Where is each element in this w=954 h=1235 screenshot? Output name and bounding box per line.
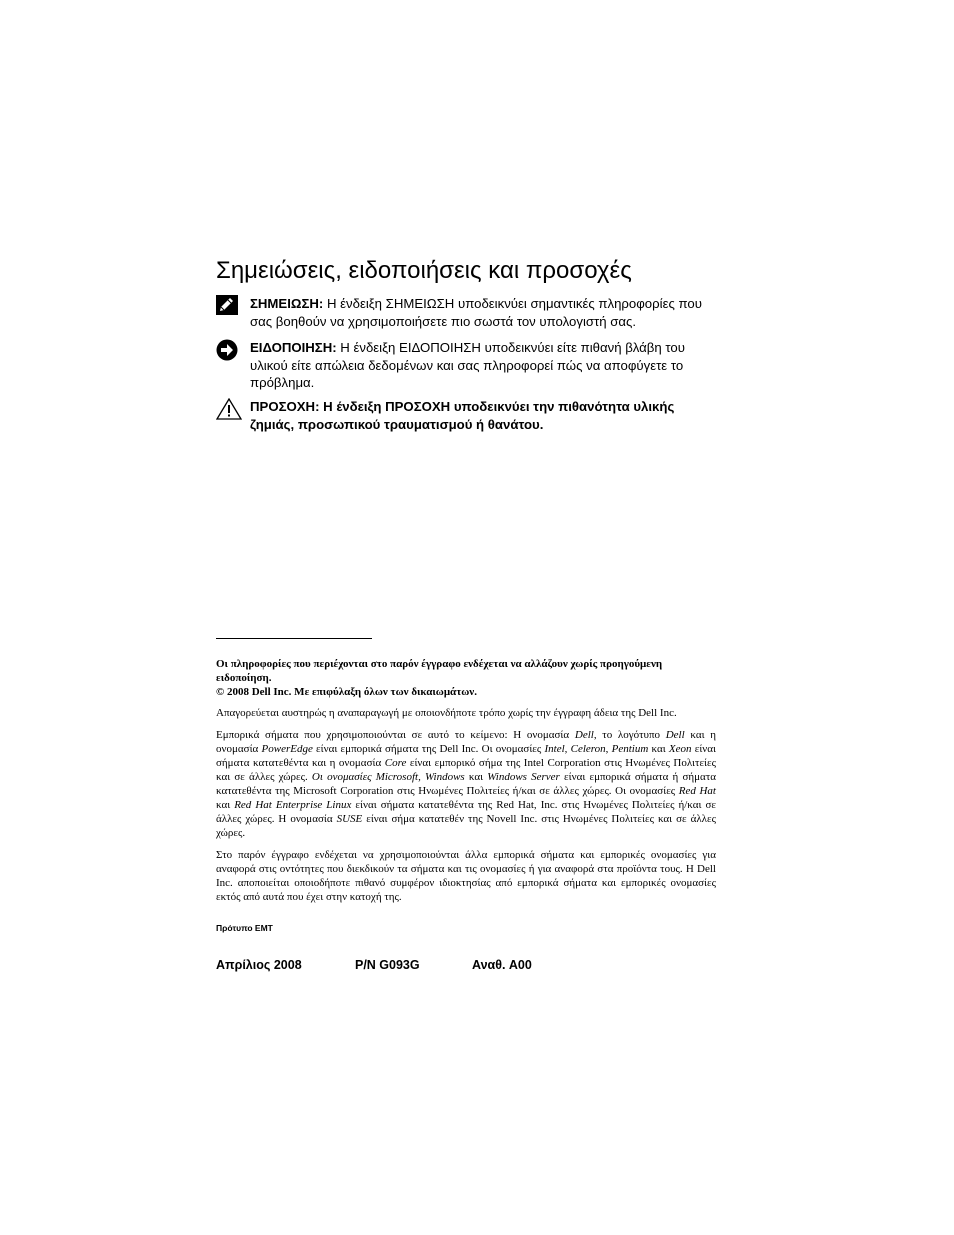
trademark-pentium: Pentium: [611, 743, 649, 755]
reproduction-notice: [216, 706, 716, 720]
trademark-red-hat: Red Hat: [678, 785, 716, 797]
footnote-divider: [216, 638, 372, 639]
trademark-dell-logo: Dell: [665, 729, 685, 741]
trademark-dell: Dell: [574, 729, 594, 741]
caution-body: Η ένδειξη ΠΡΟΣΟΧΗ υποδεικνύει την πιθανότητα υλικής ζημιάς, προσωπικού τραυματισμού ή θανάτου.: [250, 399, 675, 432]
page-title: Σημειώσεις, ειδοποιήσεις και προσοχές: [216, 257, 632, 284]
notice-body: Η ένδειξη ΕΙΔΟΠΟΙΗΣΗ υποδεικνύει είτε πιθανή βλάβη του υλικού είτε απώλεια δεδομένων και σας πληροφορεί πώς να αποφύγετε το πρόβλημα.: [250, 340, 685, 390]
reproduction-text: Απαγορεύεται αυστηρώς η αναπαραγωγή με οποιονδήποτε τρόπο χωρίς την έγγραφη άδεια της Dell Inc.: [216, 707, 677, 719]
trademark-microsoft-windows: Οι ονομασίες Microsoft, Windows: [311, 771, 465, 783]
notice-text: [250, 339, 720, 392]
trademarks-paragraph: [216, 728, 716, 840]
copyright-line: © 2008 Dell Inc. Με επιφύλαξη όλων των δικαιωμάτων.: [216, 686, 477, 698]
note-body: Η ένδειξη ΣΗΜΕΙΩΣΗ υποδεικνύει σημαντικές πληροφορίες που σας βοηθούν να χρησιμοποιήσετε πιο σωστά τον υπολογιστή σας.: [250, 296, 702, 329]
trademark-windows-server: Windows Server: [487, 771, 560, 783]
other-trademarks-text: Στο παρόν έγγραφο ενδέχεται να χρησιμοποιούνται άλλα εμπορικά σήματα και εμπορικές ονομασίες για αναφορά στις οντότητες που διεκδικούν τα σήματα και τις ονομασίες ή για αναφορά στα προϊόντα τους. Η Dell Inc. αποποιείται οποιοδήποτε πιθανό συμφέρον ιδιοκτησίας από εμπορικά σήματα και εμπορικές ονομασίες εκτός από αυτά που έχει στην κατοχή της.: [216, 849, 716, 903]
trademark-xeon: Xeon: [668, 743, 692, 755]
revision: Αναθ. A00: [472, 958, 532, 972]
trademark-core: Core: [384, 757, 407, 769]
arrow-circle-icon: [216, 339, 240, 361]
trademark-intel-celeron: Intel, Celeron: [544, 743, 606, 755]
other-trademarks-paragraph: [216, 848, 716, 904]
info-notice: Οι πληροφορίες που περιέχονται στο παρόν έγγραφο ενδέχεται να αλλάζουν χωρίς προηγούμενη ειδοποίηση.: [216, 658, 663, 684]
model-label: Πρότυπο EMT: [216, 923, 273, 933]
caution-text: [250, 398, 720, 433]
pencil-note-icon: [216, 295, 240, 317]
trademarks-text: Εμπορικά σήματα που χρησιμοποιούνται σε αυτό το κείμενο: Η ονομασία Dell, το λογότυπο Dell και η ονομασία PowerEdge είναι εμπορικά σήματα της Dell Inc. Οι ονομασίες Intel, Celeron, Pentium και Xeon είναι σήματα κατατεθέντα και η ονομασία Core είναι εμπορικό σήμα της Intel Corporation στις Ηνωμένες Πολιτείες και σε άλλες χώρες. Οι ονομασίες Microsoft, Windows και Windows Server είναι εμπορικά σήματα ή σήματα κατατεθέντα της Microsoft Corporation στις Ηνωμένες Πολιτείες ή/και σε άλλες χώρες. Οι ονομασίες Red Hat και Red Hat Enterprise Linux είναι σήματα κατατεθέντα της Red Hat, Inc. στις Ηνωμένες Πολιτείες ή/και σε άλλες χώρες. Η ονομασία SUSE είναι σήμα κατατεθέν της Novell Inc. στις Ηνωμένες Πολιτείες και σε άλλες χώρες.: [216, 729, 717, 839]
trademark-suse: SUSE: [336, 813, 363, 825]
part-number: P/N G093G: [355, 958, 420, 972]
publication-date: Απρίλιος 2008: [216, 958, 302, 972]
notice-label: ΕΙΔΟΠΟΙΗΣΗ:: [250, 340, 337, 355]
note-text: [250, 295, 720, 330]
info-block: [216, 657, 716, 699]
caution-label: ΠΡΟΣΟΧΗ:: [250, 399, 320, 414]
note-label: ΣΗΜΕΙΩΣΗ:: [250, 296, 324, 311]
warning-triangle-icon: [216, 398, 240, 420]
trademark-poweredge: PowerEdge: [261, 743, 313, 755]
trademark-rhel: Red Hat Enterprise Linux: [234, 799, 352, 811]
